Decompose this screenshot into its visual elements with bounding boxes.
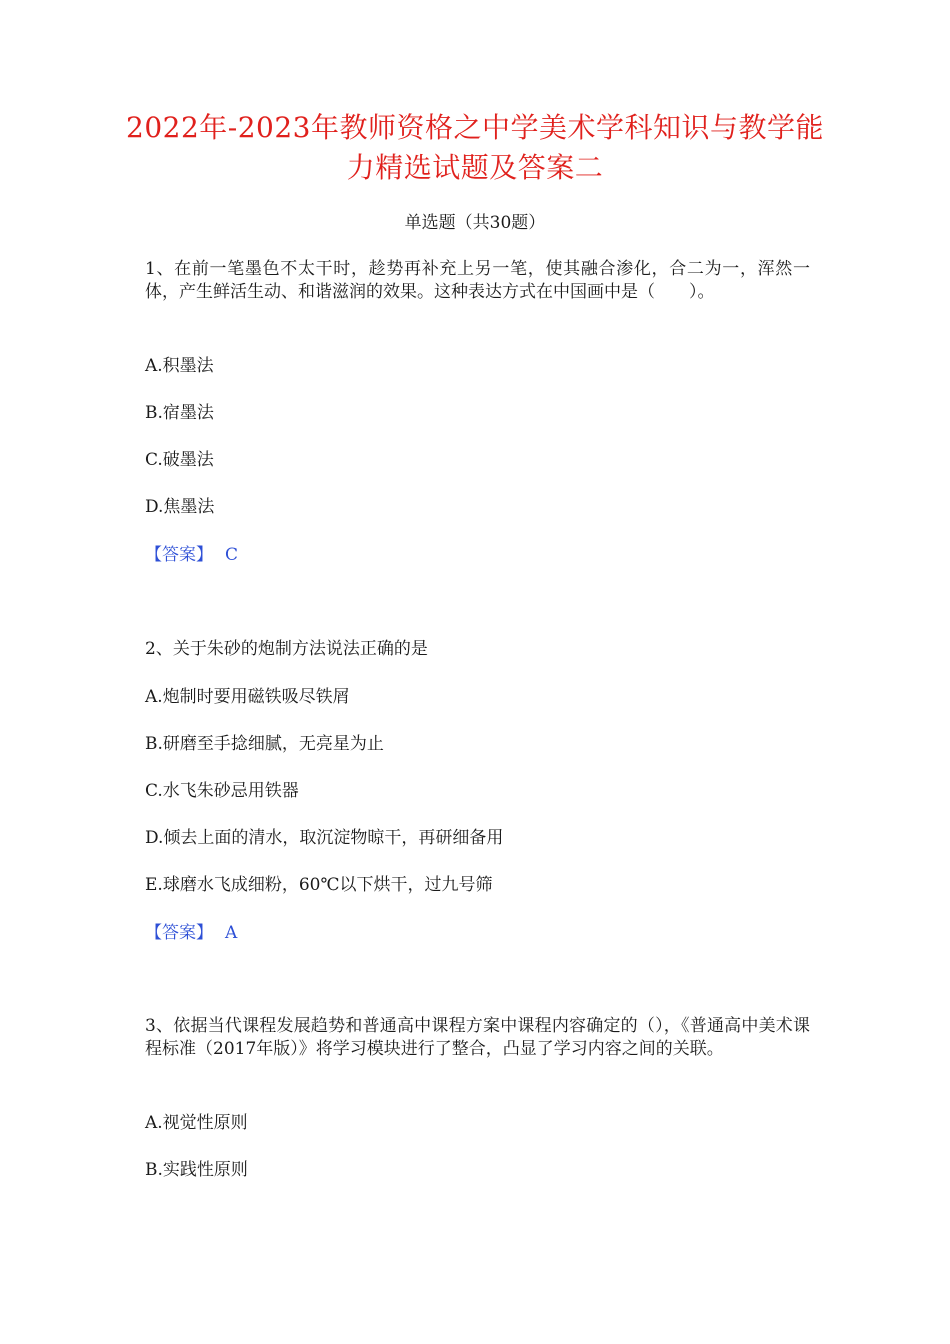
- question-1-option-a: A.积墨法: [145, 356, 214, 376]
- answer-value: A: [225, 923, 238, 943]
- answer-value: C: [225, 545, 239, 565]
- question-3-option-b: B.实践性原则: [145, 1160, 248, 1180]
- document-title: 2022年-2023年教师资格之中学美术学科知识与教学能力精选试题及答案二: [126, 111, 824, 184]
- question-2-option-b: B.研磨至手捻细腻，无亮星为止: [145, 734, 384, 754]
- question-1-option-d: D.焦墨法: [145, 497, 215, 517]
- question-2-option-c: C.水飞朱砂忌用铁器: [145, 781, 299, 801]
- question-2-stem: 2、关于朱砂的炮制方法说法正确的是: [145, 639, 428, 659]
- question-2-answer: [145, 922, 237, 945]
- section-title: 单选题（共30题）: [404, 213, 546, 233]
- question-2-option-d: D.倾去上面的清水，取沉淀物晾干，再研细备用: [145, 828, 504, 848]
- question-1-stem: 1、在前一笔墨色不太干时，趁势再补充上另一笔，使其融合渗化，合二为一，浑然一体，产生鲜活生动、和谐滋润的效果。这种表达方式在中国画中是（ ）。: [145, 259, 810, 302]
- question-3-stem: 3、依据当代课程发展趋势和普通高中课程方案中课程内容确定的（），《普通高中美术课程标准（2017年版）》将学习模块进行了整合，凸显了学习内容之间的关联。: [145, 1016, 810, 1059]
- answer-label: 【答案】: [145, 545, 213, 565]
- question-2-option-a: A.炮制时要用磁铁吸尽铁屑: [145, 687, 350, 707]
- answer-label: 【答案】: [145, 923, 213, 943]
- question-1-option-b: B.宿墨法: [145, 403, 214, 423]
- question-3-option-a: A.视觉性原则: [145, 1113, 248, 1133]
- question-1-answer: [145, 544, 238, 567]
- question-2-option-e: E.球磨水飞成细粉，60℃以下烘干，过九号筛: [145, 875, 493, 895]
- question-1-option-c: C.破墨法: [145, 450, 214, 470]
